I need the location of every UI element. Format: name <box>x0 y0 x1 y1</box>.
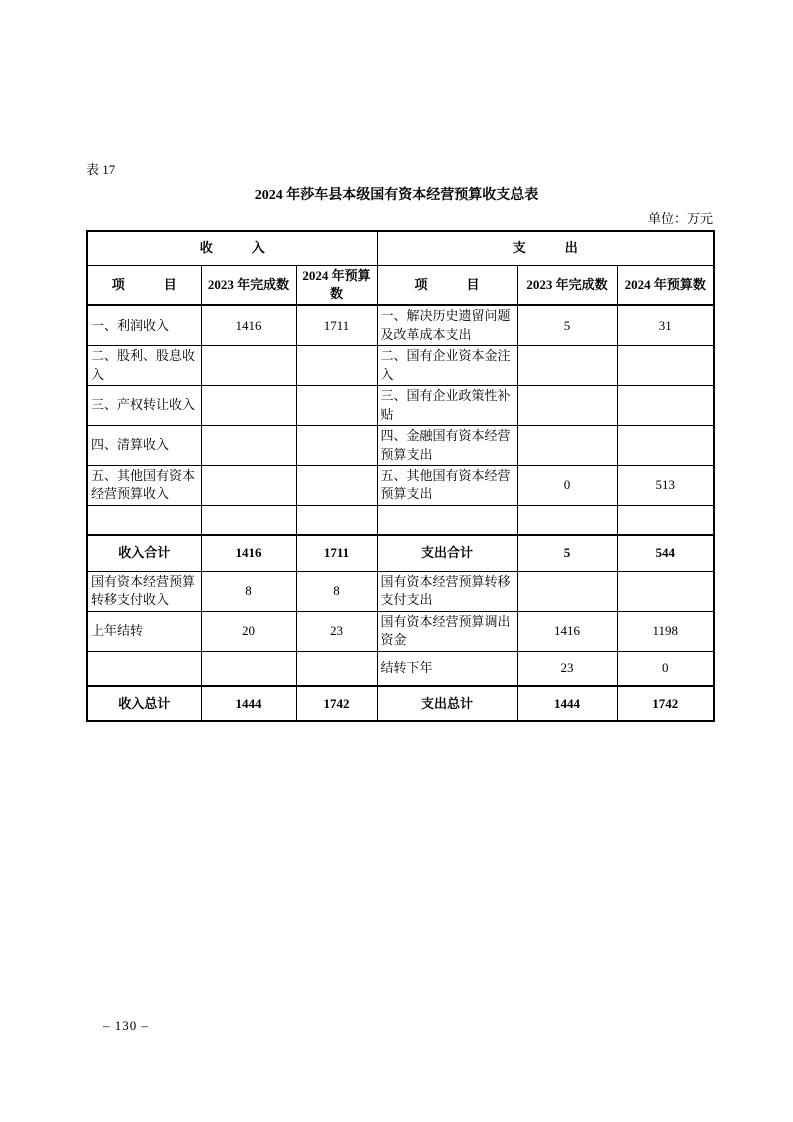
income-item-cell: 五、其他国有资本经营预算收入 <box>87 466 201 506</box>
section-header-row <box>87 231 714 265</box>
income-2023-cell <box>201 505 296 535</box>
expense-2023-cell: 5 <box>517 305 617 345</box>
expense-2024-cell: 1742 <box>617 686 714 721</box>
income-item-cell <box>87 651 201 686</box>
expense-2024-cell: 544 <box>617 535 714 571</box>
income-section-header: 收 入 <box>87 231 377 265</box>
expense-item-cell: 二、国有企业资本金注入 <box>377 346 517 386</box>
table-row <box>87 571 714 611</box>
expense-item-column-header: 项 目 <box>377 265 517 305</box>
expense-item-cell: 三、国有企业政策性补贴 <box>377 386 517 426</box>
page-number: – 130 – <box>103 1018 149 1033</box>
expense-2024-cell <box>617 346 714 386</box>
income-item-cell: 一、利润收入 <box>87 305 201 345</box>
expense-2024-cell: 513 <box>617 466 714 506</box>
expense-item-cell: 国有资本经营预算调出资金 <box>377 611 517 651</box>
expense-item-cell: 结转下年 <box>377 651 517 686</box>
income-item-cell: 二、股利、股息收入 <box>87 346 201 386</box>
expense-2024-cell: 1198 <box>617 611 714 651</box>
column-header-row <box>87 265 714 305</box>
table-row <box>87 651 714 686</box>
expense-2024-cell <box>617 386 714 426</box>
table-row <box>87 305 714 345</box>
expense-2023-cell: 1416 <box>517 611 617 651</box>
expense-2023-cell <box>517 571 617 611</box>
page-title: 2024 年莎车县本级国有资本经营预算收支总表 <box>254 188 539 203</box>
expense-2023-cell <box>517 346 617 386</box>
expense-2023-cell: 5 <box>517 535 617 571</box>
expense-2023-cell <box>517 386 617 426</box>
income-2023-column-header: 2023 年完成数 <box>201 265 296 305</box>
income-2023-cell <box>201 651 296 686</box>
expense-2023-cell <box>517 426 617 466</box>
income-2024-cell <box>296 466 377 506</box>
expense-section-header: 支 出 <box>377 231 714 265</box>
income-2023-cell <box>201 466 296 506</box>
income-2024-cell <box>296 346 377 386</box>
expense-2023-cell: 23 <box>517 651 617 686</box>
table-label: 表 17 <box>86 162 116 177</box>
income-2024-cell: 1711 <box>296 305 377 345</box>
expense-item-cell: 一、解决历史遗留问题及改革成本支出 <box>377 305 517 345</box>
income-total-label: 收入总计 <box>87 686 201 721</box>
income-item-column-header: 项 目 <box>87 265 201 305</box>
expense-2024-column-header: 2024 年预算数 <box>617 265 714 305</box>
income-2023-cell <box>201 426 296 466</box>
income-2024-cell: 1711 <box>296 535 377 571</box>
total-row <box>87 686 714 721</box>
income-item-cell: 四、清算收入 <box>87 426 201 466</box>
budget-table <box>86 230 715 722</box>
unit-note: 单位：万元 <box>647 211 713 226</box>
expense-2023-cell: 0 <box>517 466 617 506</box>
income-2023-cell <box>201 386 296 426</box>
income-2024-cell <box>296 386 377 426</box>
income-2024-cell: 23 <box>296 611 377 651</box>
income-2023-cell: 1416 <box>201 305 296 345</box>
table-row <box>87 466 714 506</box>
income-2023-cell <box>201 346 296 386</box>
expense-2024-cell <box>617 571 714 611</box>
income-2024-cell <box>296 426 377 466</box>
expense-2024-cell <box>617 426 714 466</box>
expense-2023-cell: 1444 <box>517 686 617 721</box>
expense-2024-cell: 31 <box>617 305 714 345</box>
income-2024-cell <box>296 651 377 686</box>
income-2023-cell: 20 <box>201 611 296 651</box>
expense-2024-cell <box>617 505 714 535</box>
income-2024-column-header: 2024 年预算数 <box>296 265 377 305</box>
subtotal-row <box>87 535 714 571</box>
expense-2023-column-header: 2023 年完成数 <box>517 265 617 305</box>
table-row <box>87 386 714 426</box>
income-item-cell <box>87 505 201 535</box>
expense-item-cell <box>377 505 517 535</box>
income-2023-cell: 1416 <box>201 535 296 571</box>
expense-2023-cell <box>517 505 617 535</box>
table-row <box>87 346 714 386</box>
table-row <box>87 611 714 651</box>
income-2024-cell <box>296 505 377 535</box>
income-2023-cell: 8 <box>201 571 296 611</box>
expense-item-cell: 国有资本经营预算转移支付支出 <box>377 571 517 611</box>
income-2024-cell: 8 <box>296 571 377 611</box>
income-item-cell: 三、产权转让收入 <box>87 386 201 426</box>
table-row <box>87 505 714 535</box>
expense-2024-cell: 0 <box>617 651 714 686</box>
expense-subtotal-label: 支出合计 <box>377 535 517 571</box>
income-item-cell: 上年结转 <box>87 611 201 651</box>
table-row <box>87 426 714 466</box>
income-item-cell: 国有资本经营预算转移支付收入 <box>87 571 201 611</box>
income-subtotal-label: 收入合计 <box>87 535 201 571</box>
income-2024-cell: 1742 <box>296 686 377 721</box>
expense-item-cell: 四、金融国有资本经营预算支出 <box>377 426 517 466</box>
expense-item-cell: 五、其他国有资本经营预算支出 <box>377 466 517 506</box>
expense-total-label: 支出总计 <box>377 686 517 721</box>
income-2023-cell: 1444 <box>201 686 296 721</box>
